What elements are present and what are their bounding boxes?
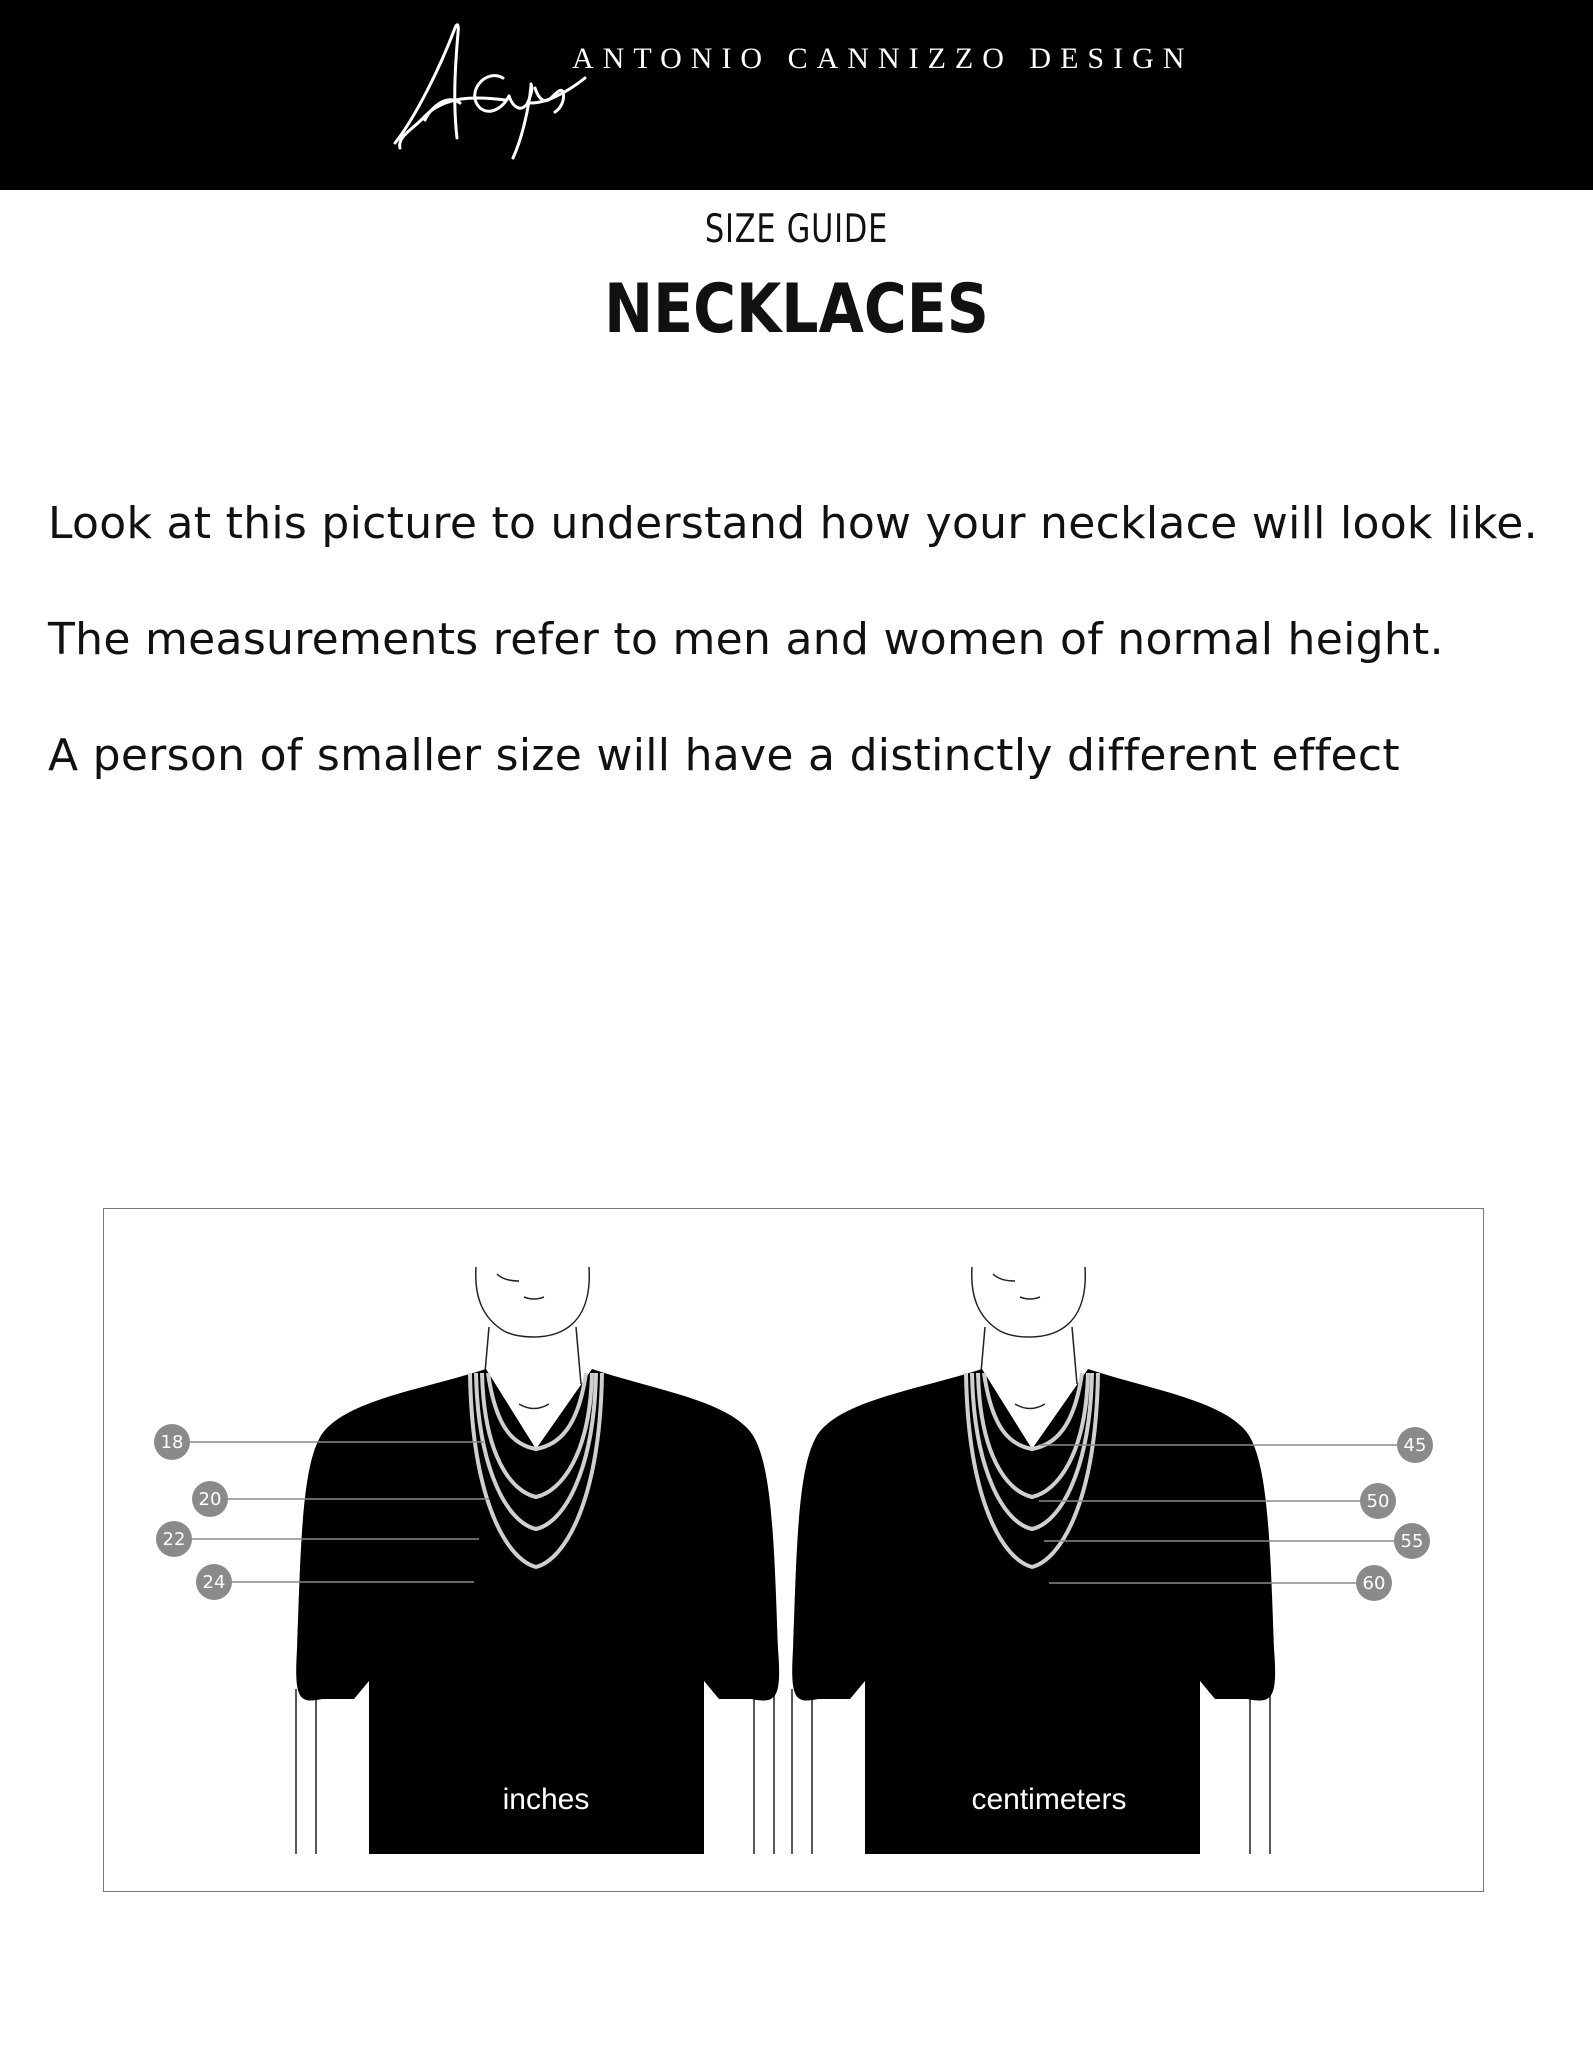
unit-label-inches: inches [502, 1783, 590, 1816]
size-marker-55: 55 [1400, 1531, 1424, 1552]
brand-name: ANTONIO CANNIZZO DESIGN [572, 42, 1194, 75]
size-marker-22: 22 [162, 1529, 186, 1550]
size-marker-50: 50 [1366, 1491, 1390, 1512]
size-marker-18: 18 [160, 1432, 184, 1453]
page-subtitle: SIZE GUIDE [704, 207, 889, 252]
torso-figure-inches [296, 1267, 779, 1854]
size-marker-24: 24 [202, 1572, 226, 1593]
necklace-size-illustration [103, 1208, 1484, 1892]
signature-logo [385, 8, 595, 183]
size-marker-20: 20 [198, 1489, 222, 1510]
description-line: Look at this picture to understand how your necklace will look like. [48, 498, 1538, 549]
header-bar [0, 0, 1593, 190]
torso-figure-centimeters [792, 1267, 1275, 1854]
page-title: NECKLACES [604, 270, 989, 349]
size-marker-60: 60 [1362, 1573, 1386, 1594]
size-marker-45: 45 [1403, 1435, 1427, 1456]
description-line: A person of smaller size will have a distinctly different effect [48, 730, 1400, 781]
description-line: The measurements refer to men and women of normal height. [48, 614, 1444, 665]
unit-label-centimeters: centimeters [971, 1783, 1127, 1816]
